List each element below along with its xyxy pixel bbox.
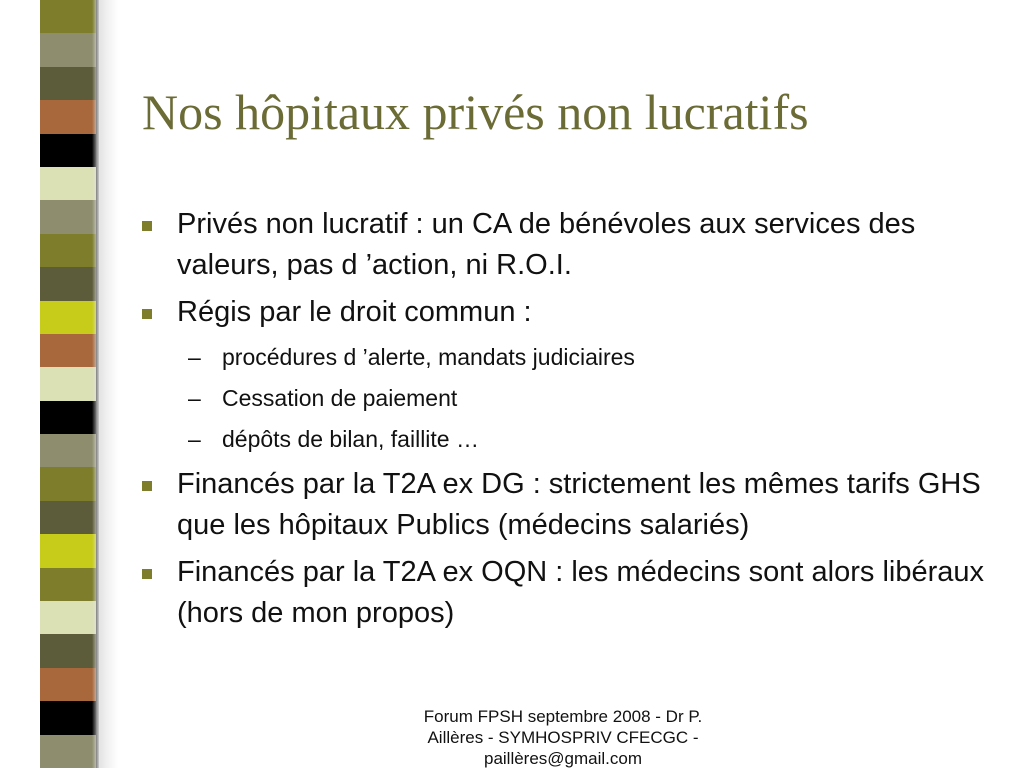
dash-bullet-icon: – (188, 426, 201, 452)
sub-bullet-list (140, 337, 1000, 460)
stripe-shadow (0, 0, 118, 768)
sub-bullet-text: dépôts de bilan, faillite … (222, 426, 479, 452)
bullet-text: Privés non lucratif : un CA de bénévoles aux services des valeurs, pas d ’action, ni R.O.I. (177, 208, 916, 281)
decorative-stripe-bar (0, 0, 118, 768)
sub-bullet-item (140, 378, 1000, 419)
bullet-item (140, 464, 1000, 546)
bullet-item (140, 292, 1000, 333)
square-bullet-icon (142, 309, 152, 319)
bullet-text: Financés par la T2A ex DG : strictement les mêmes tarifs GHS que les hôpitaux Publics (médecins salariés) (177, 468, 981, 541)
square-bullet-icon (142, 481, 152, 491)
bullet-text: Régis par le droit commun : (177, 296, 532, 328)
dash-bullet-icon: – (188, 385, 201, 411)
slide-content (140, 204, 1000, 640)
sub-bullet-item (140, 337, 1000, 378)
dash-bullet-icon: – (188, 344, 201, 370)
slide-footer: Forum FPSH septembre 2008 - Dr P. Aillères - SYMHOSPRIV CFECGC - paillères@gmail.com (423, 707, 703, 768)
sub-bullet-text: Cessation de paiement (222, 385, 458, 411)
sub-bullet-text: procédures d ’alerte, mandats judiciaires (222, 344, 635, 370)
bullet-item (140, 204, 1000, 286)
slide-title: Nos hôpitaux privés non lucratifs (142, 84, 809, 140)
bullet-text: Financés par la T2A ex OQN : les médecins sont alors libéraux (hors de mon propos) (177, 556, 985, 629)
sub-bullet-item (140, 419, 1000, 460)
square-bullet-icon (142, 221, 152, 231)
square-bullet-icon (142, 569, 152, 579)
bullet-item (140, 552, 1000, 634)
